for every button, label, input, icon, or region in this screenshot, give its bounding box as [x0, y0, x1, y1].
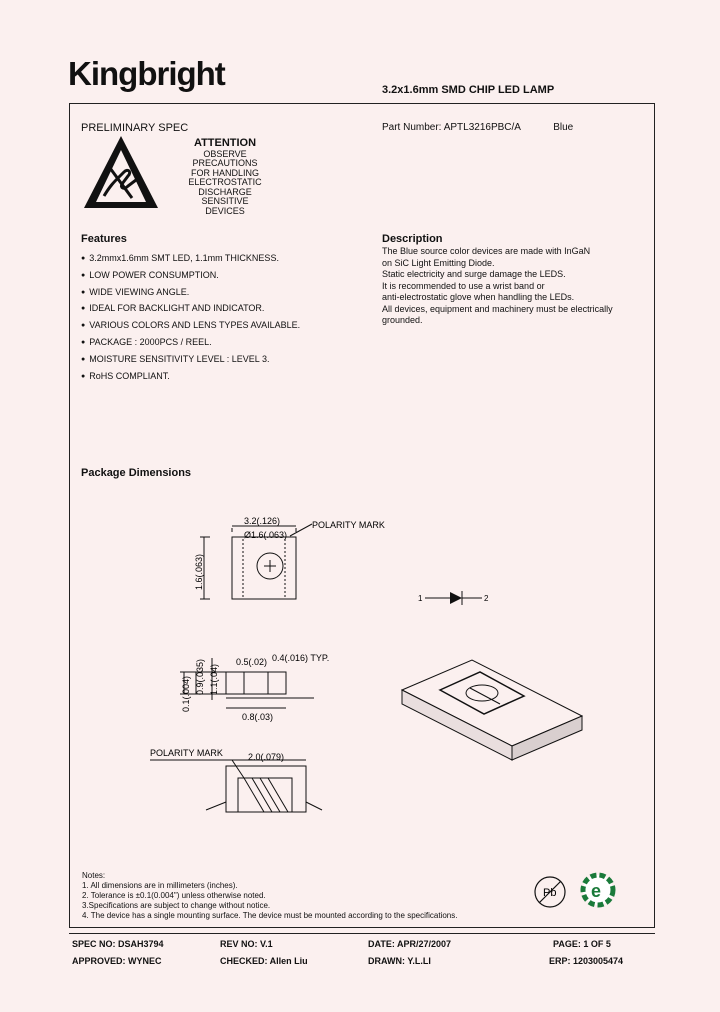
attention-line: DISCHARGE	[198, 186, 252, 197]
part-number: Part Number: APTL3216PBC/A	[382, 122, 521, 133]
attention-title: ATTENTION	[193, 137, 257, 149]
revision-number: REV NO: V.1	[220, 939, 273, 949]
document-title: 3.2x1.6mm SMD CHIP LED LAMP	[382, 84, 555, 96]
checked-by: CHECKED: Allen Liu	[220, 956, 308, 966]
brand-logo: Kingbright	[68, 55, 225, 92]
attention-line: DEVICES	[205, 205, 245, 216]
notes-title: Notes:	[82, 871, 106, 880]
feature-item: ● LOW POWER CONSUMPTION.	[81, 270, 300, 287]
bottom-view	[150, 760, 322, 812]
feature-item: ● VARIOUS COLORS AND LENS TYPES AVAILABLE.	[81, 320, 300, 337]
feature-item: ● 3.2mmx1.6mm SMT LED, 1.1mm THICKNESS.	[81, 253, 300, 270]
description-heading: Description	[382, 233, 443, 245]
feature-item: ● WIDE VIEWING ANGLE.	[81, 287, 300, 304]
feature-item: ● IDEAL FOR BACKLIGHT AND INDICATOR.	[81, 303, 300, 320]
diode-anode-label: 1	[418, 594, 423, 603]
rohs-icon	[578, 870, 618, 910]
spec-number: SPEC NO: DSAH3794	[72, 939, 164, 949]
dim-top-width: 3.2(.126)	[244, 516, 281, 526]
dim-left-b: 0.9(.035)	[195, 658, 205, 695]
pb-free-icon	[530, 872, 570, 912]
dim-terminal: 0.5(.02)	[236, 657, 268, 667]
features-heading: Features	[81, 233, 127, 245]
dim-recess: Ø1.6(.063)	[244, 530, 288, 540]
dim-bottom: 2.0(.079)	[248, 752, 285, 762]
drawn-by: DRAWN: Y.L.LI	[368, 956, 431, 966]
isometric-view	[402, 660, 582, 760]
feature-item: ● PACKAGE : 2000PCS / REEL.	[81, 337, 300, 354]
diode-cathode-label: 2	[484, 594, 489, 603]
approved-by: APPROVED: WYNEC	[72, 956, 162, 966]
polarity-mark-label: POLARITY MARK	[312, 520, 385, 530]
attention-line: ELECTROSTATIC	[188, 177, 262, 187]
dim-left-c: 0.1(.004)	[181, 675, 191, 712]
dim-length: 0.8(.03)	[242, 712, 274, 722]
description-line: It is recommended to use a wrist band or	[382, 280, 545, 291]
attention-line: SENSITIVE	[201, 196, 249, 206]
part-color: Blue	[553, 122, 574, 133]
description-line: The Blue source color devices are made with InGaN	[382, 246, 591, 256]
description-line: Static electricity and surge damage the LEDS.	[382, 269, 566, 279]
feature-item: ● MOISTURE SENSITIVITY LEVEL : LEVEL 3.	[81, 354, 300, 371]
polarity-mark-bottom-label: POLARITY MARK	[150, 748, 223, 758]
dim-side-note: 0.4(.016) TYP.	[272, 653, 330, 663]
attention-line: FOR HANDLING	[190, 167, 259, 178]
rohs-label: e	[591, 881, 602, 901]
page-number: PAGE: 1 OF 5	[553, 939, 611, 949]
feature-item: ● RoHS COMPLIANT.	[81, 371, 300, 388]
package-dimensions-heading: Package Dimensions	[81, 467, 192, 479]
note-line: 2. Tolerance is ±0.1(0.004") unless otherwise noted.	[82, 891, 266, 900]
note-line: 1. All dimensions are in millimeters (inches).	[82, 881, 238, 890]
note-line: 3.Specifications are subject to change without notice.	[82, 901, 271, 910]
pb-label: Pb	[543, 887, 557, 899]
document-date: DATE: APR/27/2007	[368, 939, 452, 949]
description-line: anti-electrostatic glove when handling the LEDs.	[382, 292, 575, 302]
dim-left-a: 1.1(.04)	[209, 663, 219, 695]
notes-section	[82, 871, 457, 921]
description-line: All devices, equipment and machinery must be electrically	[382, 303, 613, 314]
description-line: on SiC Light Emitting Diode.	[382, 257, 495, 268]
footer-divider	[69, 933, 655, 934]
dim-side-height: 1.6(.063)	[194, 553, 204, 590]
note-line: 4. The device has a single mounting surface. The device must be mounted according to the specifications.	[82, 911, 458, 920]
preliminary-spec-label: PRELIMINARY SPEC	[81, 122, 189, 134]
attention-line: OBSERVE PRECAUTIONS	[192, 148, 258, 168]
diode-symbol	[425, 591, 482, 605]
erp-number: ERP: 1203005474	[549, 956, 624, 966]
description-line: grounded.	[382, 315, 423, 325]
